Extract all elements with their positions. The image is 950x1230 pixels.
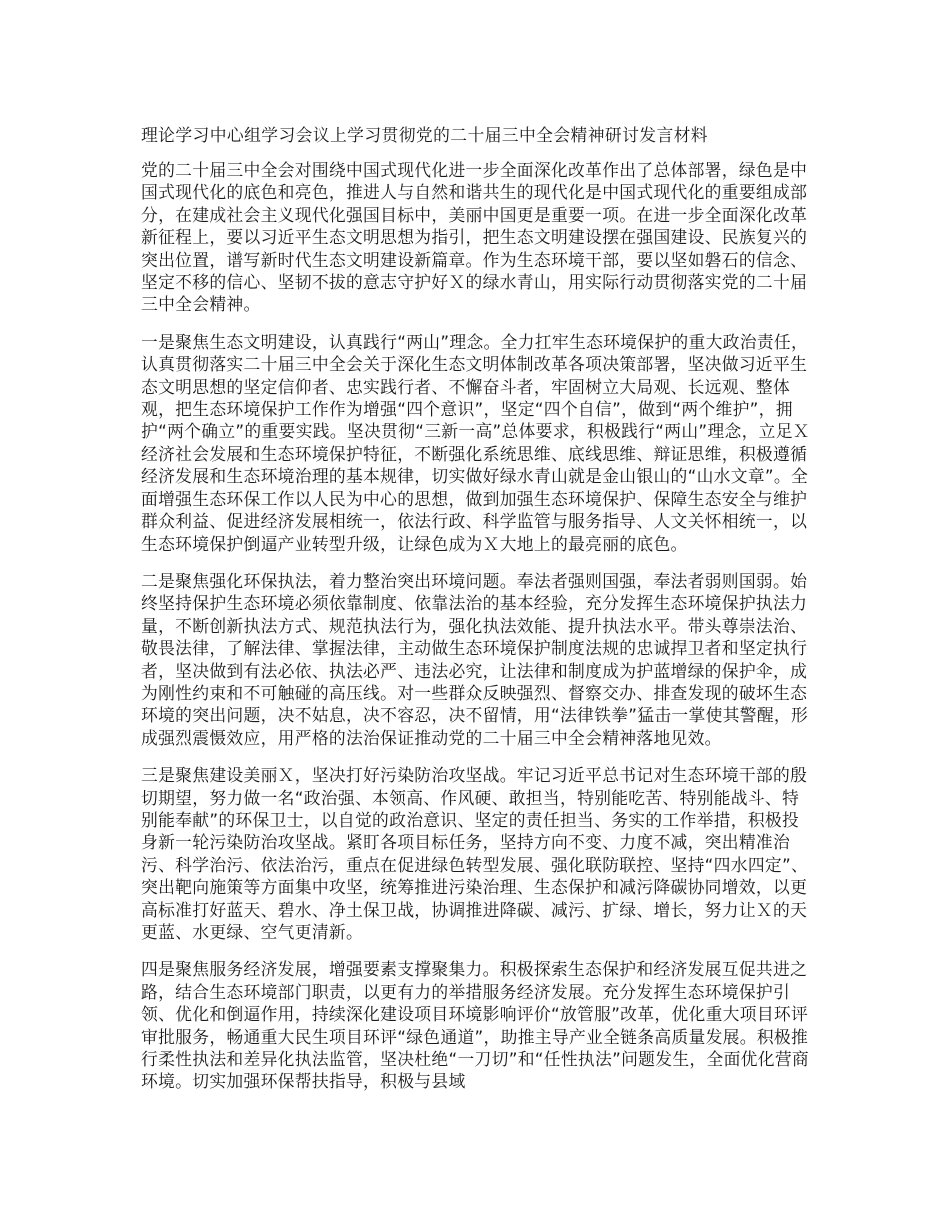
section-three-paragraph: 三是聚焦建设美丽Ｘ，坚决打好污染防治攻坚战。牢记习近平总书记对生态环境干部的殷切期望，努力做一名“政治强、本领高、作风硬、敢担当，特别能吃苦、特别能战斗、特别能奉献”的环保卫士，以自觉的政治意识、坚定的责任担当、务实的工作举措，积极投身新一轮污染防治攻坚战。紧盯各项目标任务，坚持方向不变、力度不减，突出精准治污、科学治污、依法治污，重点在促进绿色转型发展、强化联防联控、坚持“四水四定”、突出靶向施策等方面集中攻坚，统筹推进污染治理、生态保护和减污降碳协同增效，以更高标准打好蓝天、碧水、净土保卫战，协调推进降碳、减污、扩绿、增长，努力让Ｘ的天更蓝、水更绿、空气更清新。 <box>141 765 809 942</box>
document-page <box>141 124 813 1108</box>
intro-paragraph: 党的二十届三中全会对围绕中国式现代化进一步全面深化改革作出了总体部署，绿色是中国式现代化的底色和亮色，推进人与自然和谐共生的现代化是中国式现代化的重要组成部分，在建成社会主义现代化强国目标中，美丽中国更是重要一项。在进一步全面深化改革新征程上，要以习近平生态文明思想为指引，把生态文明建设摆在强国建设、民族复兴的突出位置，谱写新时代生态文明建设新篇章。作为生态环境干部，要以坚如磐石的信念、坚定不移的信心、坚韧不拔的意志守护好Ｘ的绿水青山，用实际行动贯彻落实党的二十届三中全会精神。 <box>141 160 808 315</box>
section-four-paragraph: 四是聚焦服务经济发展，增强要素支撑聚集力。积极探索生态保护和经济发展互促共进之路，结合生态环境部门职责，以更有力的举措服务经济发展。充分发挥生态环境保护引领、优化和倒逼作用，持续深化建设项目环境影响评价“放管服”改革，优化重大项目环评审批服务，畅通重大民生项目环评“绿色通道”，助推主导产业全链条高质量发展。积极推行柔性执法和差异化执法监管，坚决杜绝“一刀切”和“任性执法”问题发生，全面优化营商环境。切实加强环保帮扶指导，积极与县域 <box>141 959 809 1092</box>
document-title: 理论学习中心组学习会议上学习贯彻党的二十届三中全会精神研讨发言材料 <box>141 125 708 145</box>
section-two-paragraph: 二是聚焦强化环保执法，着力整治突出环境问题。奉法者强则国强，奉法者弱则国弱。始终坚持保护生态环境必须依靠制度、依靠法治的基本经验，充分发挥生态环境保护执法力量，不断创新执法方式、规范执法行为，强化执法效能、提升执法水平。带头尊崇法治、敬畏法律，了解法律、掌握法律，主动做生态环境保护制度法规的忠诚捍卫者和坚定执行者，坚决做到有法必依、执法必严、违法必究，让法律和制度成为护蓝增绿的保护伞，成为刚性约束和不可触碰的高压线。对一些群众反映强烈、督察交办、排查发现的破坏生态环境的突出问题，决不姑息，决不容忍，决不留情，用“法律铁拳”猛击一掌使其警醒，形成强烈震慑效应，用严格的法治保证推动党的二十届三中全会精神落地见效。 <box>141 570 809 748</box>
section-one-paragraph: 一是聚焦生态文明建设，认真践行“两山”理念。全力扛牢生态环境保护的重大政治责任，认真贯彻落实二十届三中全会关于深化生态文明体制改革各项决策部署，坚决做习近平生态文明思想的坚定信仰者、忠实践行者、不懈奋斗者，牢固树立大局观、长远观、整体观，把生态环境保护工作作为增强“四个意识”，坚定“四个自信”，做到“两个维护”，拥护“两个确立”的重要实践。坚决贯彻“三新一高”总体要求，积极践行“两山”理念，立足Ｘ经济社会发展和生态环境保护特征，不断强化系统思维、底线思维、辩证思维，积极遵循经济发展和生态环境治理的基本规律，切实做好绿水青山就是金山银山的“山水文章”。全面增强生态环保工作以人民为中心的思想，做到加强生态环境保护、保障生态安全与维护群众利益、促进经济发展相统一，依法行政、科学监管与服务指导、人文关怀相统一，以生态环境保护倒逼产业转型升级，让绿色成为Ｘ大地上的最亮丽的底色。 <box>141 331 810 554</box>
